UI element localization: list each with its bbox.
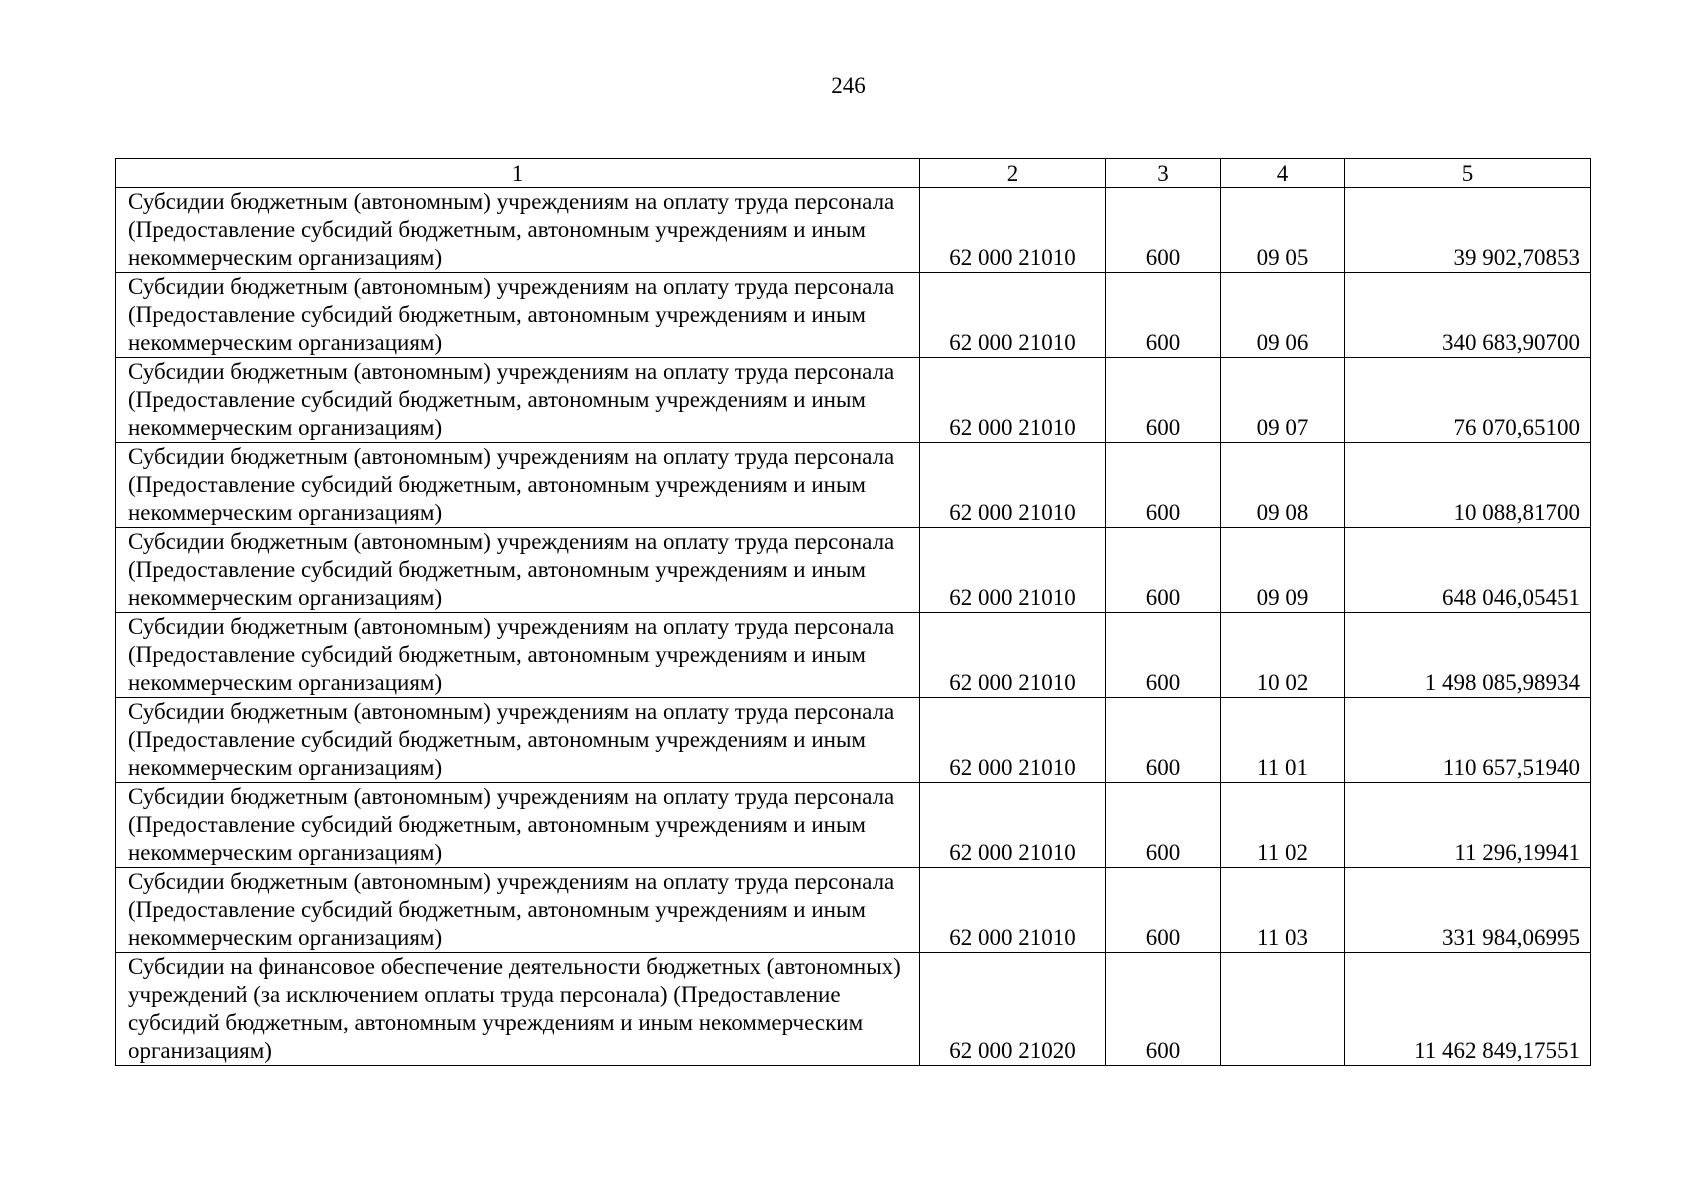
row-amount-cell: 340 683,90700 xyxy=(1345,273,1591,358)
row-section-cell xyxy=(1221,953,1345,1066)
row-code-cell: 62 000 21010 xyxy=(920,358,1106,443)
table-row xyxy=(116,613,1591,698)
row-type-cell: 600 xyxy=(1106,953,1221,1066)
row-amount-cell: 648 046,05451 xyxy=(1345,528,1591,613)
row-amount-cell: 331 984,06995 xyxy=(1345,868,1591,953)
table-row xyxy=(116,698,1591,783)
row-name-cell: Субсидии бюджетным (автономным) учреждениям на оплату труда персонала (Предоставление субсидий бюджетным, автономным учреждениям и иным некоммерческим организациям) xyxy=(116,273,920,358)
table-row xyxy=(116,783,1591,868)
header-cell: 2 xyxy=(920,159,1106,188)
table-row xyxy=(116,953,1591,1066)
row-amount-cell: 1 498 085,98934 xyxy=(1345,613,1591,698)
header-cell: 4 xyxy=(1221,159,1345,188)
header-cell: 3 xyxy=(1106,159,1221,188)
row-type-cell: 600 xyxy=(1106,528,1221,613)
header-row xyxy=(116,159,1591,188)
row-section-cell: 09 08 xyxy=(1221,443,1345,528)
row-type-cell: 600 xyxy=(1106,868,1221,953)
row-name-cell: Субсидии бюджетным (автономным) учреждениям на оплату труда персонала (Предоставление субсидий бюджетным, автономным учреждениям и иным некоммерческим организациям) xyxy=(116,698,920,783)
table-row xyxy=(116,868,1591,953)
row-name-cell: Субсидии бюджетным (автономным) учреждениям на оплату труда персонала (Предоставление субсидий бюджетным, автономным учреждениям и иным некоммерческим организациям) xyxy=(116,868,920,953)
row-section-cell: 11 02 xyxy=(1221,783,1345,868)
row-type-cell: 600 xyxy=(1106,188,1221,273)
row-amount-cell: 10 088,81700 xyxy=(1345,443,1591,528)
row-section-cell: 09 06 xyxy=(1221,273,1345,358)
row-code-cell: 62 000 21020 xyxy=(920,953,1106,1066)
row-name-cell: Субсидии бюджетным (автономным) учреждениям на оплату труда персонала (Предоставление субсидий бюджетным, автономным учреждениям и иным некоммерческим организациям) xyxy=(116,443,920,528)
row-name-cell: Субсидии на финансовое обеспечение деятельности бюджетных (автономных) учреждений (за исключением оплаты труда персонала) (Предоставление субсидий бюджетным, автономным учреждениям и иным некоммерческим организациям) xyxy=(116,953,920,1066)
row-amount-cell: 11 296,19941 xyxy=(1345,783,1591,868)
row-code-cell: 62 000 21010 xyxy=(920,273,1106,358)
row-code-cell: 62 000 21010 xyxy=(920,188,1106,273)
row-type-cell: 600 xyxy=(1106,613,1221,698)
row-amount-cell: 11 462 849,17551 xyxy=(1345,953,1591,1066)
row-name-cell: Субсидии бюджетным (автономным) учреждениям на оплату труда персонала (Предоставление субсидий бюджетным, автономным учреждениям и иным некоммерческим организациям) xyxy=(116,188,920,273)
table-row xyxy=(116,443,1591,528)
row-type-cell: 600 xyxy=(1106,358,1221,443)
row-amount-cell: 76 070,65100 xyxy=(1345,358,1591,443)
page-number: 246 xyxy=(831,73,866,98)
header-cell: 5 xyxy=(1345,159,1591,188)
row-code-cell: 62 000 21010 xyxy=(920,783,1106,868)
table-body xyxy=(116,188,1591,1066)
table-row xyxy=(116,528,1591,613)
row-type-cell: 600 xyxy=(1106,783,1221,868)
table-row xyxy=(116,273,1591,358)
table-row xyxy=(116,188,1591,273)
row-section-cell: 09 05 xyxy=(1221,188,1345,273)
table-row xyxy=(116,358,1591,443)
row-type-cell: 600 xyxy=(1106,273,1221,358)
row-code-cell: 62 000 21010 xyxy=(920,868,1106,953)
row-type-cell: 600 xyxy=(1106,443,1221,528)
budget-table xyxy=(115,158,1591,1066)
row-section-cell: 09 09 xyxy=(1221,528,1345,613)
row-name-cell: Субсидии бюджетным (автономным) учреждениям на оплату труда персонала (Предоставление субсидий бюджетным, автономным учреждениям и иным некоммерческим организациям) xyxy=(116,528,920,613)
row-type-cell: 600 xyxy=(1106,698,1221,783)
row-name-cell: Субсидии бюджетным (автономным) учреждениям на оплату труда персонала (Предоставление субсидий бюджетным, автономным учреждениям и иным некоммерческим организациям) xyxy=(116,783,920,868)
row-section-cell: 10 02 xyxy=(1221,613,1345,698)
header-cell: 1 xyxy=(116,159,920,188)
row-section-cell: 11 03 xyxy=(1221,868,1345,953)
row-code-cell: 62 000 21010 xyxy=(920,613,1106,698)
row-code-cell: 62 000 21010 xyxy=(920,443,1106,528)
row-section-cell: 09 07 xyxy=(1221,358,1345,443)
row-code-cell: 62 000 21010 xyxy=(920,698,1106,783)
row-code-cell: 62 000 21010 xyxy=(920,528,1106,613)
row-section-cell: 11 01 xyxy=(1221,698,1345,783)
row-name-cell: Субсидии бюджетным (автономным) учреждениям на оплату труда персонала (Предоставление субсидий бюджетным, автономным учреждениям и иным некоммерческим организациям) xyxy=(116,358,920,443)
row-name-cell: Субсидии бюджетным (автономным) учреждениям на оплату труда персонала (Предоставление субсидий бюджетным, автономным учреждениям и иным некоммерческим организациям) xyxy=(116,613,920,698)
row-amount-cell: 110 657,51940 xyxy=(1345,698,1591,783)
row-amount-cell: 39 902,70853 xyxy=(1345,188,1591,273)
